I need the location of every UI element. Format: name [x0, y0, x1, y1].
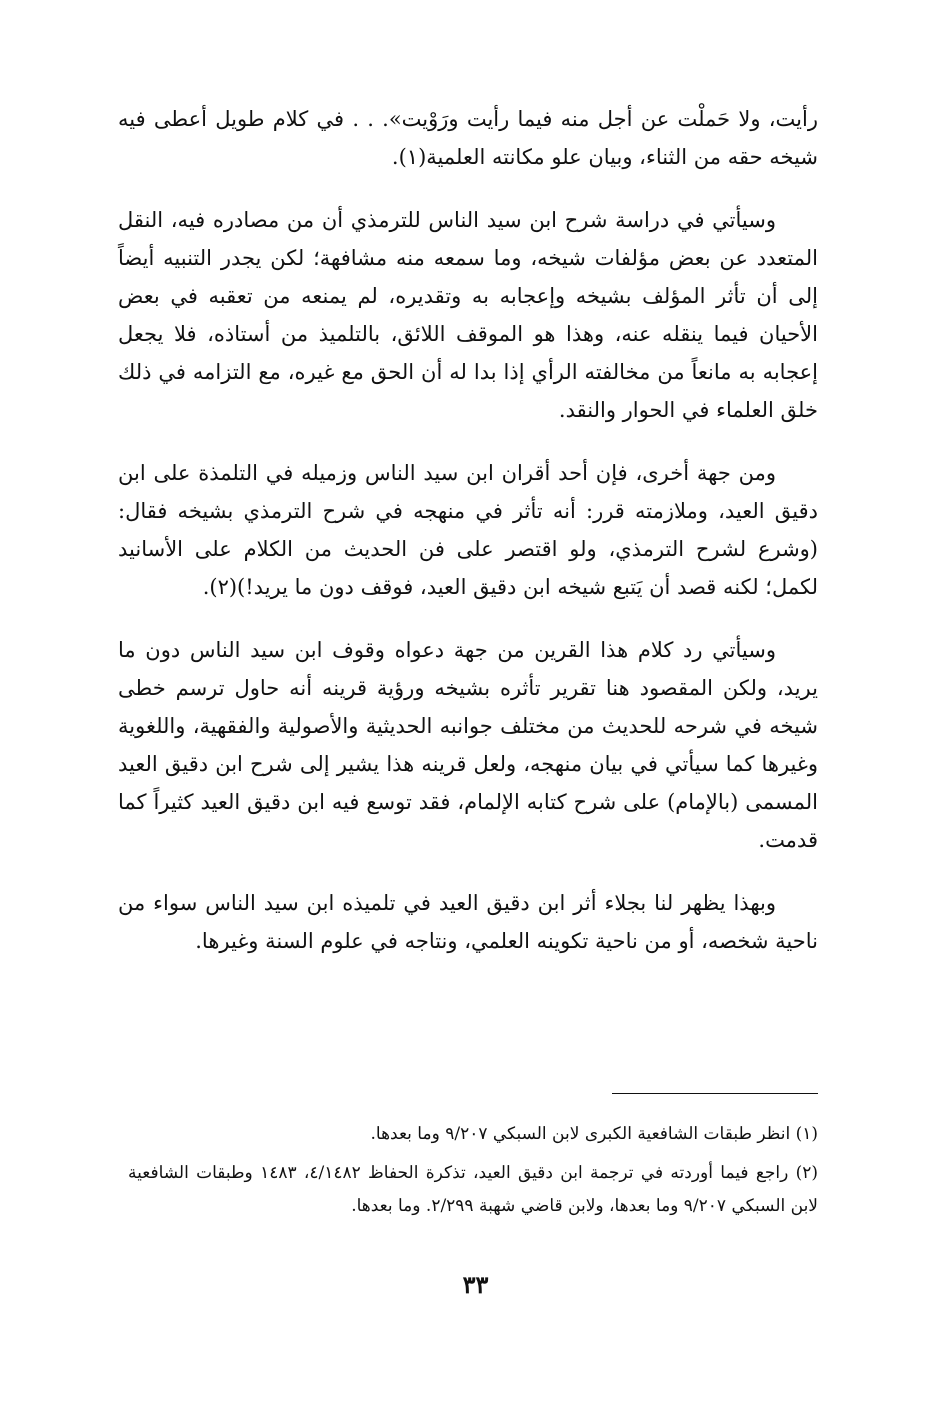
footnote-divider: [612, 1093, 818, 1094]
main-text: [118, 100, 818, 985]
page-number: ٣٣: [462, 1270, 489, 1299]
paragraph-3: ومن جهة أخرى، فإن أحد أقران ابن سيد الناس وزميله في التلمذة على ابن دقيق العيد، وملازمته قرر: أنه تأثر في منهجه في شرح الترمذي بشيخه فقال: (وشرع لشرح الترمذي، ولو اقتصر على فن الحديث من الكلام على الأسانيد لكمل؛ لكنه قصد أن يَتبع شيخه ابن دقيق العيد، فوقف دون ما يريد!)(٢).: [118, 461, 818, 599]
paragraph-4: وسيأتي رد كلام هذا القرين من جهة دعواه وقوف ابن سيد الناس دون ما يريد، ولكن المقصود هنا تقرير تأثره بشيخه ورؤية قرينه أنه حاول ترسم خطى شيخه في شرحه للحديث من مختلف جوانبه الحديثية والأصولية والفقهية، واللغوية وغيرها كما سيأتي في بيان منهجه، ولعل قرينه هذا يشير إلى شرح ابن دقيق العيد المسمى (بالإمام) على شرح كتابه الإلمام، فقد توسع فيه ابن دقيق العيد كثيراً كما قدمت.: [118, 638, 818, 852]
paragraph-2: وسيأتي في دراسة شرح ابن سيد الناس للترمذي أن من مصادره فيه، النقل المتعدد عن بعض مؤلفات شيخه، وما سمعه منه مشافهة؛ لكن يجدر التنبيه أيضاً إلى أن تأثر المؤلف بشيخه وإعجابه به وتقديره، لم يمنعه من تعقبه في بعض الأحيان فيما ينقله عنه، وهذا هو الموقف اللائق، بالتلميذ من أستاذه، فلا يجعل إعجابه به مانعاً من مخالفته الرأي إذا بدا له أن الحق مع غيره، مع التزامه في ذلك خلق العلماء في الحوار والنقد.: [118, 208, 818, 422]
paragraph-5: وبهذا يظهر لنا بجلاء أثر ابن دقيق العيد في تلميذه ابن سيد الناس سواء من ناحية شخصه، أو من ناحية تكوينه العلمي، ونتاجه في علوم السنة وغيرها.: [118, 891, 818, 953]
footnote-1: (١) انظر طبقات الشافعية الكبرى لابن السبكي ٩/٢٠٧ وما بعدها.: [370, 1124, 818, 1144]
footnotes: [128, 1118, 818, 1229]
footnote-2: (٢) راجع فيما أوردته في ترجمة ابن دقيق العيد، تذكرة الحفاظ ٤/١٤٨٢، ١٤٨٣ وطبقات الشافعية لابن السبكي ٩/٢٠٧ وما بعدها، ولابن قاضي شهبة ٢/٢٩٩. وما بعدها.: [128, 1163, 819, 1216]
paragraph-1: رأيت، ولا حَملْت عن أجل منه فيما رأيت ورَوْيت». . . في كلام طويل أعطى فيه شيخه حقه من الثناء، وبيان علو مكانته العلمية(١).: [118, 107, 818, 169]
